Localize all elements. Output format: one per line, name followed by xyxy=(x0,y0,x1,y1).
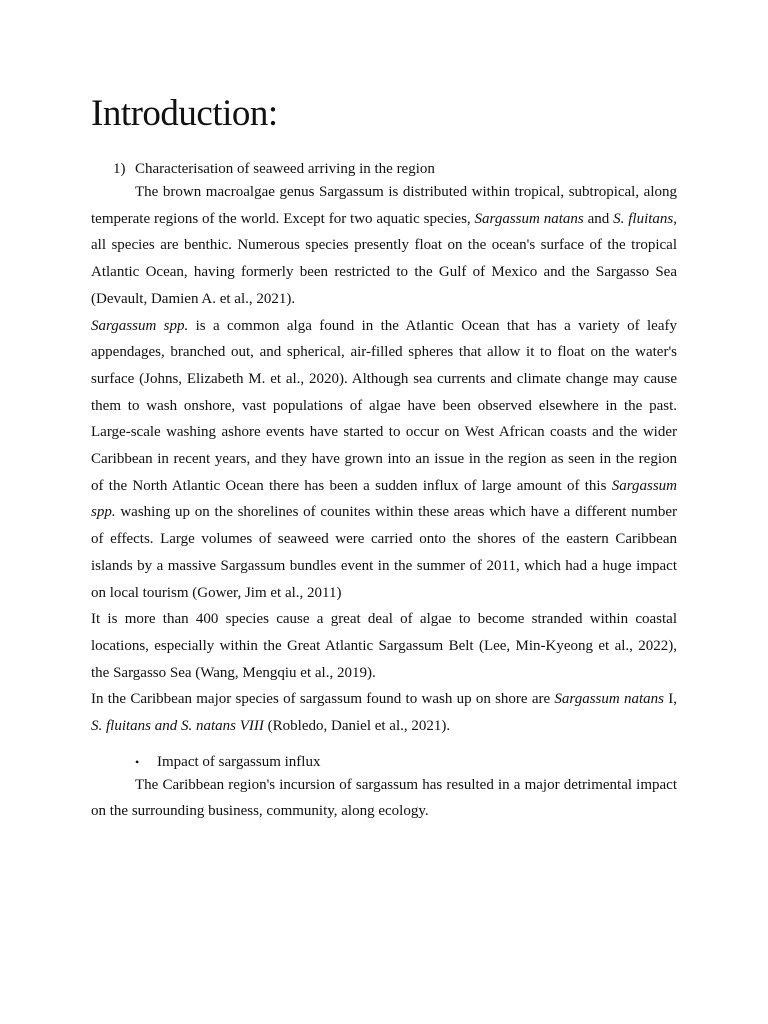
paragraph-2 xyxy=(91,313,677,607)
paragraph-2-text-d: washing up on the shorelines of counites within these areas which have a different number of effects. Large volumes of seaweed were carried onto the shores of the eastern Caribbean islands by a massive Sargassum bundles event in the summer of 2011, which had a huge impact on local tourism (Gower, Jim et al., 2011) xyxy=(91,504,677,601)
bullet-icon: • xyxy=(135,754,140,769)
paragraph-5: The Caribbean region's incursion of sargassum has resulted in a major detrimental impact on the surrounding business, community, along ecology. xyxy=(91,776,677,820)
document-body xyxy=(91,92,677,825)
species-name-italic: Sargassum natans xyxy=(474,210,584,227)
page-title: Introduction: xyxy=(91,93,278,134)
section-heading-label: Characterisation of seaweed arriving in the region xyxy=(135,161,435,177)
paragraph-4-text-c: I, xyxy=(663,691,677,708)
paragraph-3: It is more than 400 species cause a great deal of algae to become stranded within coastal locations, especially within the Great Atlantic Sargassum Belt (Lee, Min-Kyeong et al., 2022), the Sargasso Sea (Wang, Mengqiu et al., 2019). xyxy=(91,611,677,681)
paragraph-2-text-b: is a common alga found in the Atlantic Ocean that has a variety of leafy appendages, branched out, and spherical, air-filled spheres that allow it to float on the water's surface (Johns, Elizabeth M. et al., 2020). Although sea currents and climate change may cause them to wash onshore, vast populations of algae have been observed elsewhere in the past. Large-scale washing ashore events have started to occur on West African coasts and the wider Caribbean in recent years, and they have grown into an issue in the region as seen in the region of the North Atlantic Ocean there has been a sudden influx of large amount of this xyxy=(91,317,677,494)
list-number: 1) xyxy=(113,161,126,177)
bullet-heading-label: Impact of sargassum influx xyxy=(157,753,321,770)
paragraph-1-text-c: and xyxy=(583,210,614,227)
species-name-italic: Sargassum spp. xyxy=(91,477,677,521)
paragraph-4 xyxy=(91,686,677,739)
species-name-italic: Sargassum natans xyxy=(554,691,664,708)
bullet-heading xyxy=(91,752,677,772)
paragraph-1-text-e: , all species are benthic. Numerous species presently float on the ocean's surface of the tropical Atlantic Ocean, having formerly been restricted to the Gulf of Mexico and the Sargasso Sea (Devault, Damien A. et al., 2021). xyxy=(91,210,677,307)
paragraph-1-text-a: The brown macroalgae genus Sargassum is distributed within tropical, subtropical, along temperate regions of the world. Except for two aquatic species, xyxy=(91,184,677,227)
numbered-heading xyxy=(91,159,677,179)
paragraph-4-text-a: In the Caribbean major species of sargassum found to wash up on shore are xyxy=(91,691,555,708)
species-name-italic: S. fluitans and S. natans VIII xyxy=(91,718,264,735)
paragraph-1 xyxy=(91,179,677,313)
paragraph-4-text-e: (Robledo, Daniel et al., 2021). xyxy=(263,718,451,735)
species-name-italic: Sargassum spp. xyxy=(91,317,189,334)
species-name-italic: S. fluitans xyxy=(613,210,674,227)
